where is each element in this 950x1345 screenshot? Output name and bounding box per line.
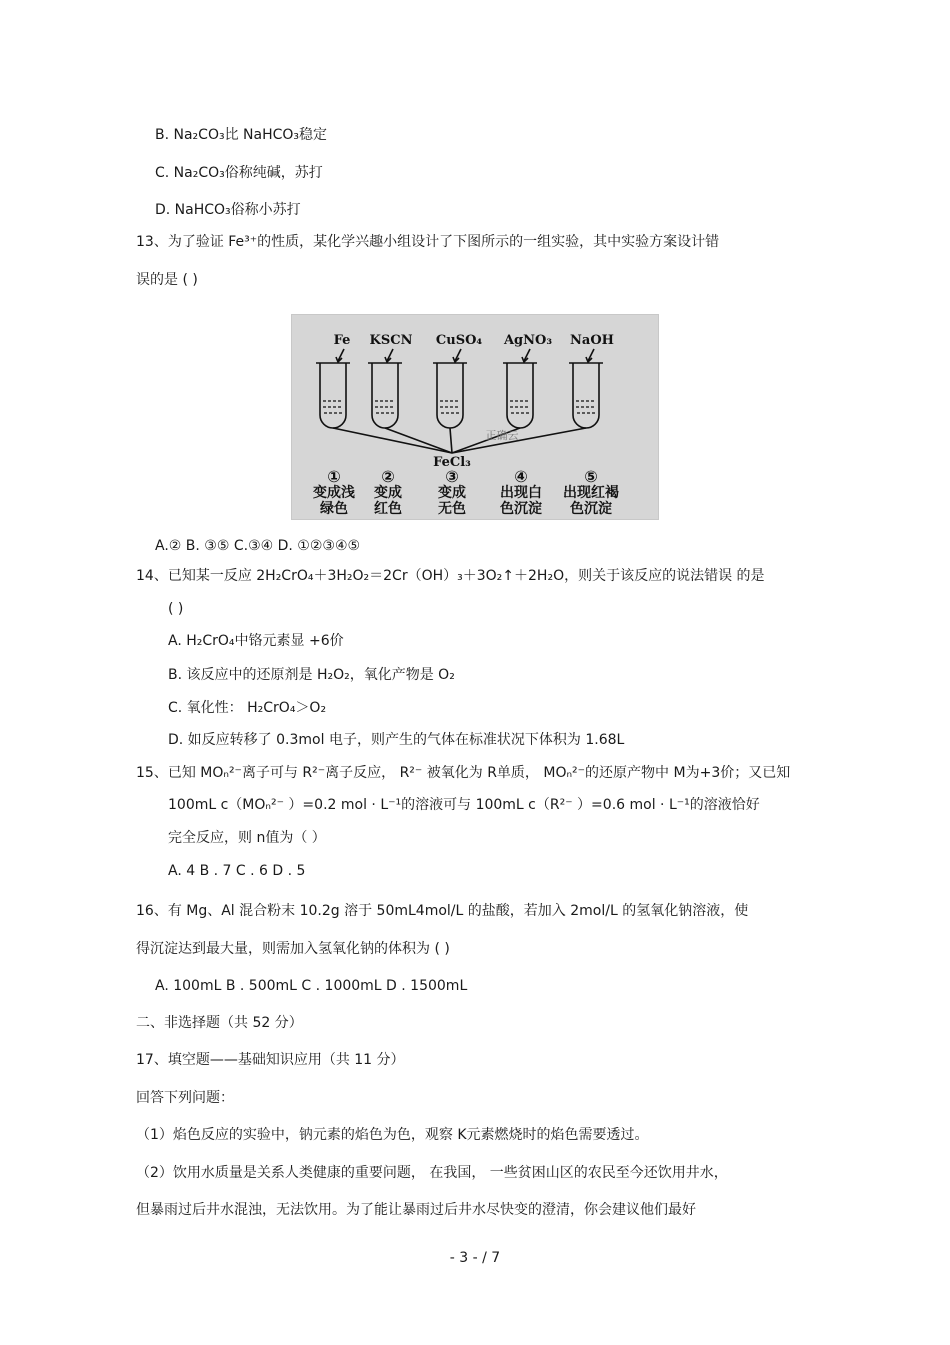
question-16-line-2: 得沉淀达到最大量，则需加入氢氧化钠的体积为 ( ) [136,941,450,957]
question-15-line-1: 15、已知 MOₙ²⁻离子可与 R²⁻离子反应， R²⁻ 被氧化为 R单质， MOₙ²⁻的还原产物中 M为+3价；又已知 [136,765,791,781]
question-16-line-1: 16、有 Mg、Al 混合粉末 10.2g 溶于 50mL4mol/L 的盐酸，若加入 2mol/L 的氢氧化钠溶液，使 [136,903,749,919]
result-line-2: 色沉淀 [500,501,542,517]
center-label: FeCl₃ [433,455,471,470]
option-c-12: C. Na₂CO₃俗称纯碱，苏打 [155,165,323,181]
question-17-part-2-line-2: 但暴雨过后井水混浊，无法饮用。为了能让暴雨过后井水尽快变的澄清，你会建议他们最好 [136,1202,696,1218]
option-a-14: A. H₂CrO₄中铬元素显 +6价 [168,633,344,649]
result-line-1: 变成浅 [313,485,355,501]
question-13-options: A.② B. ③⑤ C.③④ D. ①②③④⑤ [155,538,361,554]
page-number: - 3 - / 7 [449,1250,501,1266]
option-c-14: C. 氧化性： H₂CrO₄＞O₂ [168,700,327,716]
reagent-label: NaOH [570,333,614,348]
result-line-2: 红色 [374,501,402,517]
question-17-part-2-line-1: （2）饮用水质量是关系人类健康的重要问题， 在我国， 一些贫困山区的农民至今还饮用井水， [136,1165,728,1181]
option-d-12: D. NaHCO₃俗称小苏打 [155,202,301,218]
result-number: ② [381,467,395,486]
question-15-options: A. 4 B . 7 C . 6 D . 5 [168,863,306,879]
question-14-line-1: 14、已知某一反应 2H₂CrO₄＋3H₂O₂＝2Cr（OH）₃＋3O₂↑＋2H₂O，则关于该反应的说法错误 的是 [136,568,765,584]
reagent-label: KSCN [369,333,413,348]
question-16-options: A. 100mL B . 500mL C . 1000mL D . 1500mL [155,978,468,994]
question-17-instruction: 回答下列问题： [136,1090,234,1106]
reagent-label: Fe [333,333,351,348]
option-b-14: B. 该反应中的还原剂是 H₂O₂，氧化产物是 O₂ [168,667,455,683]
result-line-2: 无色 [438,501,466,517]
question-14-line-2: ( ) [168,601,184,617]
result-number: ④ [514,467,528,486]
result-line-1: 变成 [438,485,466,501]
question-17-title: 17、填空题——基础知识应用（共 11 分） [136,1052,405,1068]
section-heading: 二、非选择题（共 52 分） [136,1015,303,1031]
result-number: ⑤ [584,467,598,486]
question-17-part-1: （1）焰色反应的实验中，钠元素的焰色为色，观察 K元素燃烧时的焰色需要透过。 [136,1127,649,1143]
result-line-2: 色沉淀 [570,501,612,517]
reagent-label: AgNO₃ [503,333,553,348]
result-line-2: 绿色 [320,501,348,517]
watermark: 正确云 [485,429,519,442]
result-line-1: 出现红褐 [563,485,619,501]
result-number: ③ [445,467,459,486]
option-d-14: D. 如反应转移了 0.3mol 电子，则产生的气体在标准状况下体积为 1.68L [168,732,625,748]
result-line-1: 变成 [374,485,402,501]
reagent-label: CuSO₄ [435,333,483,348]
question-13-line-2: 误的是 ( ) [136,272,198,288]
experiment-figure [291,314,659,520]
option-b-12: B. Na₂CO₃比 NaHCO₃稳定 [155,127,328,143]
question-15-line-2: 100mL c（MOₙ²⁻ ）=0.2 mol · L⁻¹的溶液可与 100mL c（R²⁻ ）=0.6 mol · L⁻¹的溶液恰好 [168,797,760,813]
question-15-line-3: 完全反应，则 n值为（ ） [168,830,326,846]
result-line-1: 出现白 [500,485,542,501]
result-number: ① [327,467,341,486]
experiment-diagram [292,315,658,519]
question-13-line-1: 13、为了验证 Fe³⁺的性质，某化学兴趣小组设计了下图所示的一组实验，其中实验方案设计错 [136,234,720,250]
